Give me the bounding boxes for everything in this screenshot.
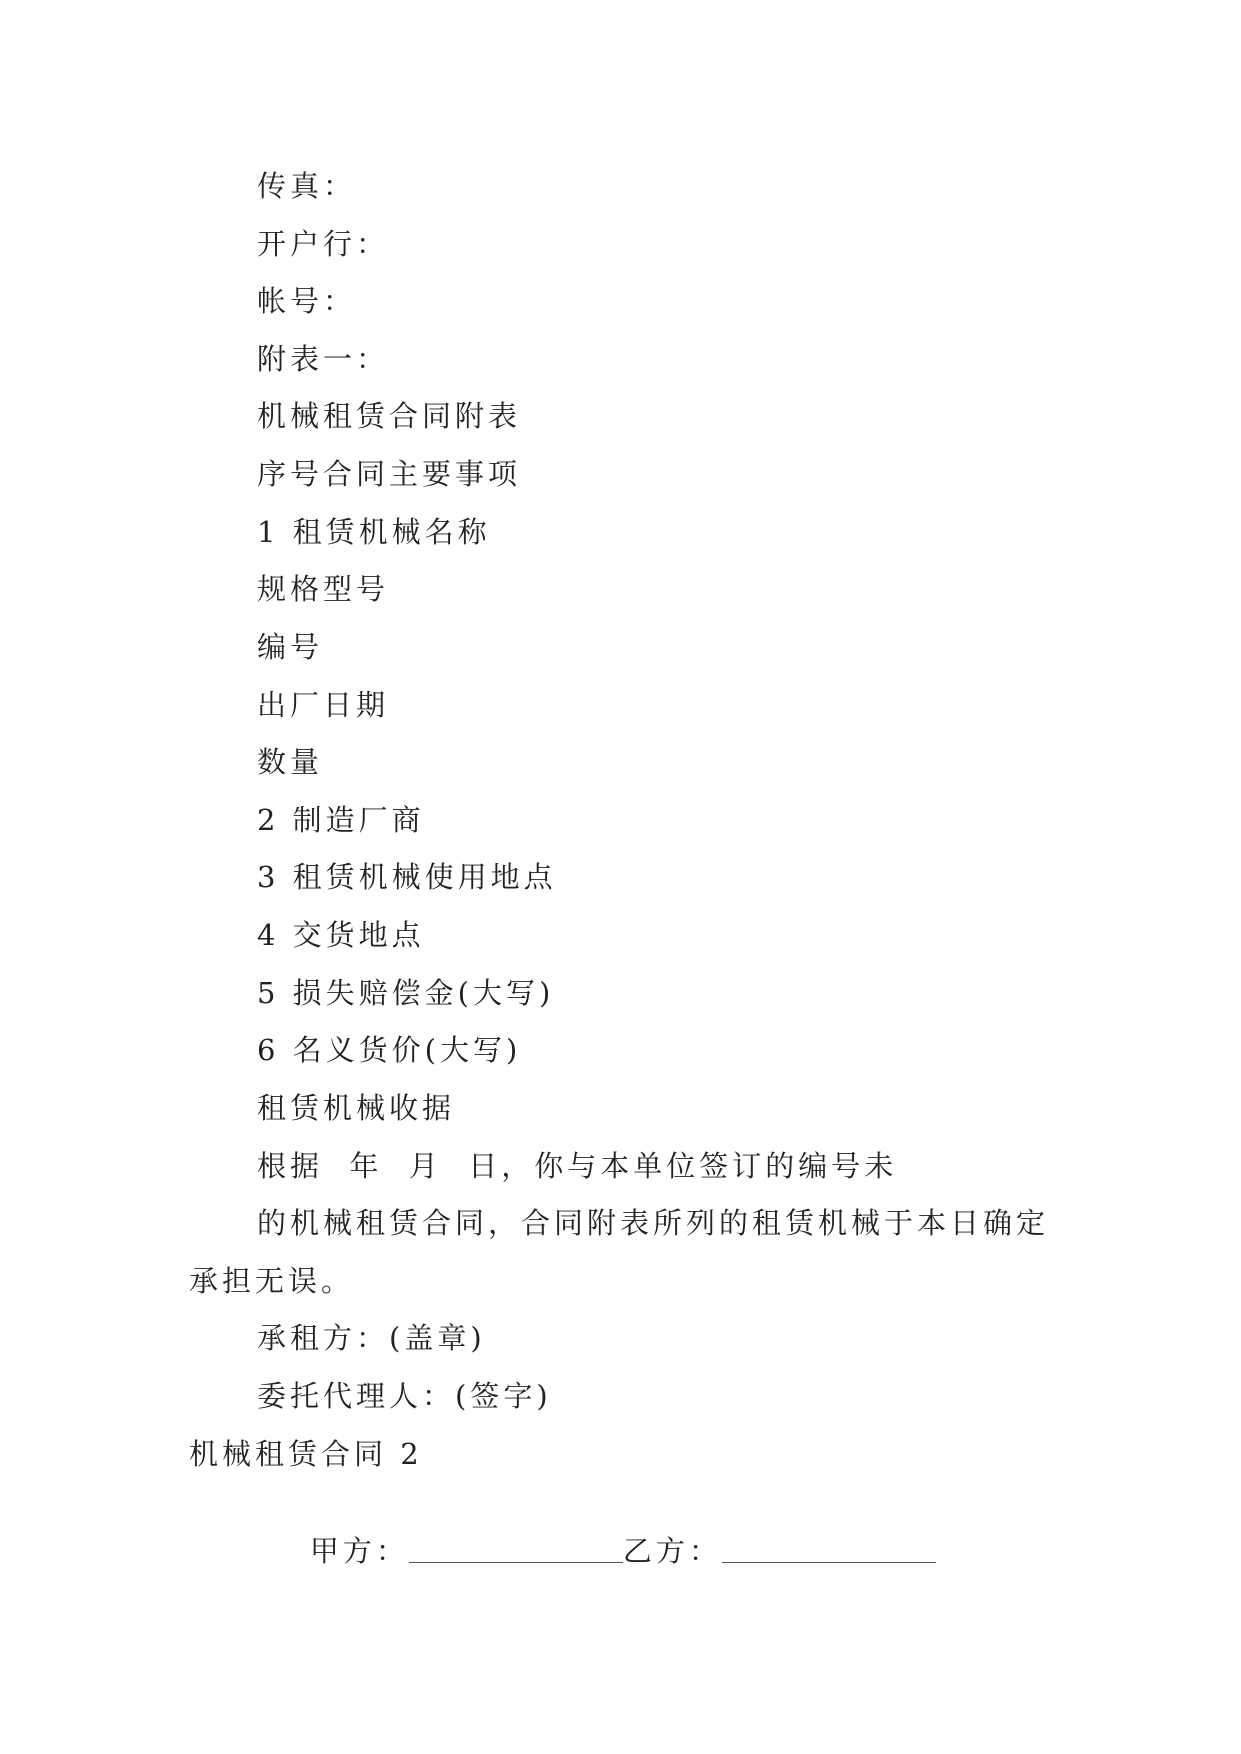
fax-label: 传真：: [257, 169, 357, 203]
appendix-title: 机械租赁合同附表: [257, 399, 522, 433]
party-a-label: 甲方：: [309, 1534, 409, 1568]
item-6-line: 6 名义货价(大写): [257, 1033, 522, 1067]
factory-date-line: 出厂日期: [257, 688, 390, 722]
table-header-line: 序号合同主要事项: [257, 457, 522, 491]
receipt-paragraph-line-2: 的机械租赁合同，合同附表所列的租赁机械于本日确定: [257, 1206, 1050, 1240]
agent-signature-line: 委托代理人：(签字): [257, 1379, 552, 1413]
party-b-blank: [722, 1534, 936, 1563]
lessee-seal-line: 承租方：(盖章): [257, 1321, 486, 1355]
model-line: 规格型号: [257, 572, 390, 606]
item-1-line: 1 租赁机械名称: [257, 515, 491, 549]
bank-label: 开户行：: [257, 227, 390, 261]
receipt-paragraph-line-3: 承担无误。: [189, 1264, 355, 1298]
party-signature-row: [257, 1491, 936, 1611]
party-b-label: 乙方：: [622, 1534, 722, 1568]
receipt-title: 租赁机械收据: [257, 1091, 456, 1125]
item-2-line: 2 制造厂商: [257, 803, 425, 837]
account-label: 帐号：: [257, 284, 357, 318]
quantity-line: 数量: [257, 745, 324, 779]
party-a-blank: [409, 1534, 623, 1563]
item-5-line: 5 损失赔偿金(大写): [257, 976, 555, 1010]
receipt-paragraph-line-1: 根据 年 月 日，你与本单位签订的编号未: [257, 1149, 898, 1183]
serial-line: 编号: [257, 630, 324, 664]
item-4-line: 4 交货地点: [257, 918, 425, 952]
item-3-line: 3 租赁机械使用地点: [257, 860, 557, 894]
appendix-label: 附表一：: [257, 342, 390, 376]
contract-2-heading: 机械租赁合同 2: [189, 1437, 423, 1471]
